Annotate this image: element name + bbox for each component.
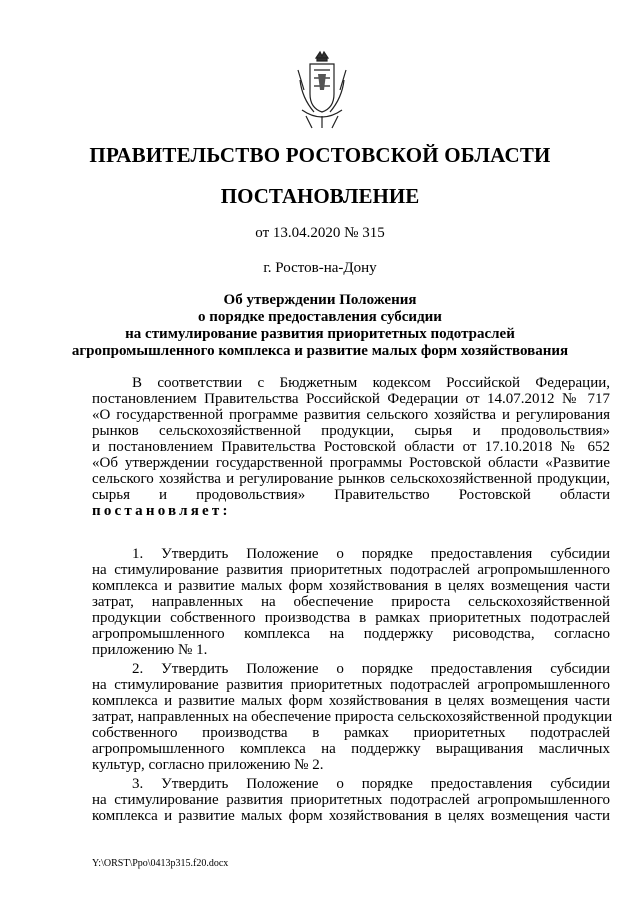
- text-line: «О государственной программе развития сельского хозяйства и регулирования: [92, 407, 610, 423]
- text-line: 1. Утвердить Положение о порядке предоставления субсидии: [132, 546, 610, 562]
- item-1: [92, 546, 610, 658]
- date-number: от 13.04.2020 № 315: [255, 225, 385, 241]
- title-line: Об утверждении Положения: [223, 292, 417, 308]
- text-line: на стимулирование развития приоритетных подотраслей агропромышленного: [92, 562, 610, 578]
- item-2: [92, 661, 613, 773]
- text-line: комплекса и развитие малых форм хозяйствования в целях возмещения части: [92, 578, 610, 594]
- text-line: сельского хозяйства и регулирование рынков сельскохозяйственной продукции,: [92, 471, 610, 487]
- preamble: [92, 375, 610, 519]
- text-line: рынков сельскохозяйственной продукции, сырья и продовольствия»: [92, 423, 610, 439]
- text-line: собственного производства в рамках приоритетных подотраслей: [92, 725, 610, 741]
- text-line: продукции собственного производства в рамках приоритетных подотраслей: [92, 610, 610, 626]
- text-line: агропромышленного комплекса на поддержку рисоводства, согласно: [92, 626, 610, 642]
- text-line: комплекса и развитие малых форм хозяйствования в целях возмещения части: [92, 808, 610, 824]
- title-line: на стимулирование развития приоритетных подотраслей: [125, 326, 515, 342]
- coat-of-arms-icon: [296, 50, 348, 130]
- document-title: [0, 292, 640, 360]
- text-line: комплекса и развитие малых форм хозяйствования в целях возмещения части: [92, 693, 610, 709]
- text-line: 2. Утвердить Положение о порядке предоставления субсидии: [132, 661, 610, 677]
- text-line: В соответствии с Бюджетным кодексом Российской Федерации,: [132, 375, 610, 391]
- text-line: сырья и продовольствия» Правительство Ростовской области: [92, 487, 610, 503]
- document-type: ПОСТАНОВЛЕНИЕ: [220, 184, 420, 208]
- text-line: затрат, направленных на обеспечение прироста сельскохозяйственной продукции: [92, 709, 613, 725]
- text-line: культур, согласно приложению № 2.: [92, 757, 324, 773]
- text-line: и постановлением Правительства Ростовской области от 17.10.2018 № 652: [92, 439, 610, 455]
- title-line: агропромышленного комплекса и развитие малых форм хозяйствования: [71, 343, 569, 359]
- title-line: о порядке предоставления субсидии: [198, 309, 442, 325]
- text-line: приложению № 1.: [92, 642, 208, 658]
- text-line: затрат, направленных на обеспечение прироста сельскохозяйственной: [92, 594, 610, 610]
- text-line: агропромышленного комплекса на поддержку выращивания масличных: [92, 741, 610, 757]
- text-line: постановлением Правительства Российской Федерации от 14.07.2012 № 717: [92, 391, 610, 407]
- organization-name: ПРАВИТЕЛЬСТВО РОСТОВСКОЙ ОБЛАСТИ: [89, 143, 551, 167]
- item-3: [92, 776, 610, 824]
- text-line: на стимулирование развития приоритетных подотраслей агропромышленного: [92, 677, 610, 693]
- city: г. Ростов-на-Дону: [263, 260, 377, 276]
- file-path: Y:\ORST\Ppo\0413p315.f20.docx: [92, 858, 229, 869]
- text-line: 3. Утвердить Положение о порядке предоставления субсидии: [132, 776, 610, 792]
- text-line: на стимулирование развития приоритетных подотраслей агропромышленного: [92, 792, 610, 808]
- decree-word: постановляет:: [92, 503, 231, 519]
- text-line: «Об утверждении государственной программы Ростовской области «Развитие: [92, 455, 610, 471]
